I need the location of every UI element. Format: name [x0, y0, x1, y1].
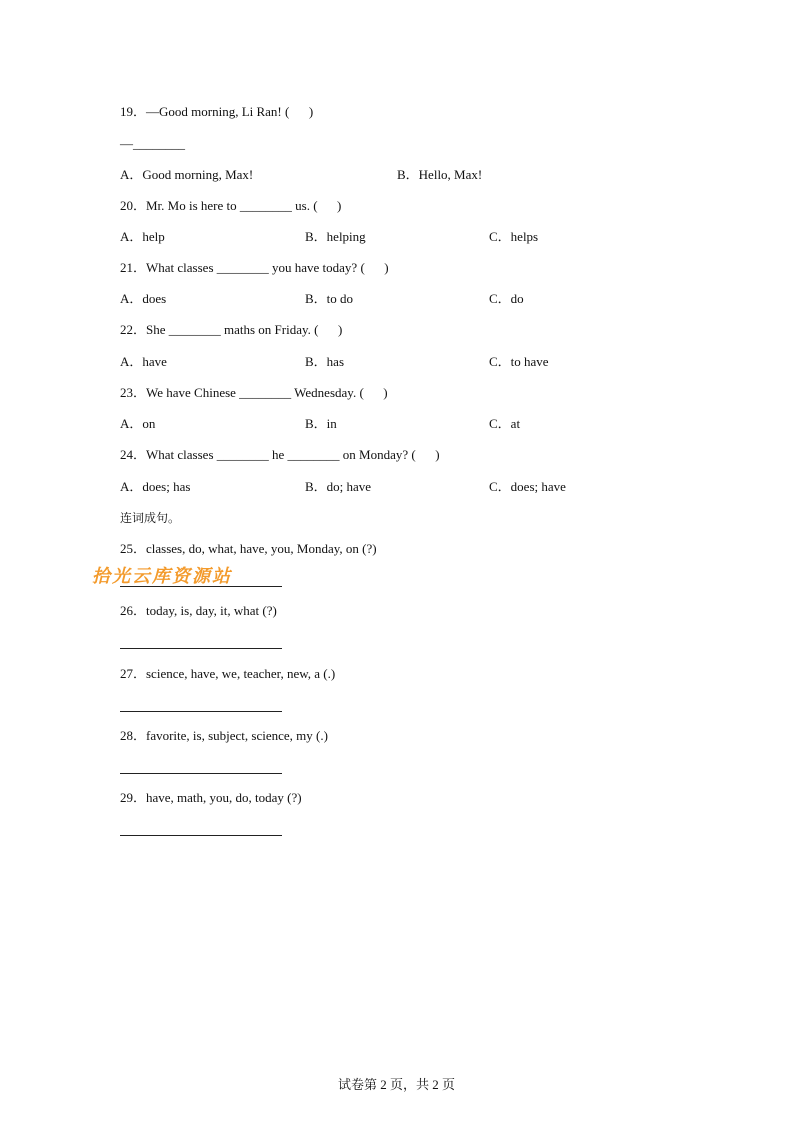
- question-21-option-c: C．do: [489, 291, 524, 306]
- question-22-stem: 22．She ________ maths on Friday. ( ): [120, 322, 343, 337]
- question-19-option-b: B．Hello, Max!: [397, 167, 483, 182]
- question-28-answer-line[interactable]: [120, 773, 282, 774]
- question-23-stem: 23．We have Chinese ________ Wednesday. ( ): [120, 385, 388, 400]
- question-29-stem: 29．have, math, you, do, today (?): [120, 790, 302, 805]
- question-24-stem: 24．What classes ________ he ________ on Monday? ( ): [120, 447, 440, 462]
- question-28-stem: 28．favorite, is, subject, science, my (.): [120, 728, 328, 743]
- question-24-option-b: B．do; have: [305, 479, 372, 494]
- question-22-option-b: B．has: [305, 354, 345, 369]
- question-26-answer-line[interactable]: [120, 648, 282, 649]
- question-20-stem: 20．Mr. Mo is here to ________ us. ( ): [120, 198, 342, 213]
- question-24-option-c: C．does; have: [489, 479, 566, 494]
- question-22-option-a: A．have: [120, 354, 167, 369]
- question-23-option-a: A．on: [120, 416, 156, 431]
- question-25-stem: 25．classes, do, what, have, you, Monday, on (?): [120, 541, 377, 556]
- question-24-option-a: A．does; has: [120, 479, 191, 494]
- question-20-option-b: B．helping: [305, 229, 366, 244]
- question-19-blank: —________: [120, 136, 185, 151]
- question-20-option-c: C．helps: [489, 229, 539, 244]
- question-21-stem: 21．What classes ________ you have today? ( ): [120, 260, 389, 275]
- question-27-stem: 27．science, have, we, teacher, new, a (.): [120, 666, 336, 681]
- watermark: 拾光云库资源站: [92, 566, 232, 587]
- question-27-answer-line[interactable]: [120, 711, 282, 712]
- page-footer: 试卷第 2 页，共 2 页: [337, 1077, 455, 1092]
- question-22-option-c: C．to have: [489, 354, 549, 369]
- question-21-option-b: B．to do: [305, 291, 354, 306]
- question-29-answer-line[interactable]: [120, 835, 282, 836]
- question-21-option-a: A．does: [120, 291, 167, 306]
- section-title: 连词成句。: [120, 511, 181, 525]
- question-19-option-a: A．Good morning, Max!: [120, 167, 254, 182]
- question-20-option-a: A．help: [120, 229, 165, 244]
- question-26-stem: 26．today, is, day, it, what (?): [120, 603, 277, 618]
- question-23-option-b: B．in: [305, 416, 337, 431]
- question-23-option-c: C．at: [489, 416, 521, 431]
- question-19-stem: 19．—Good morning, Li Ran! ( ): [120, 104, 314, 119]
